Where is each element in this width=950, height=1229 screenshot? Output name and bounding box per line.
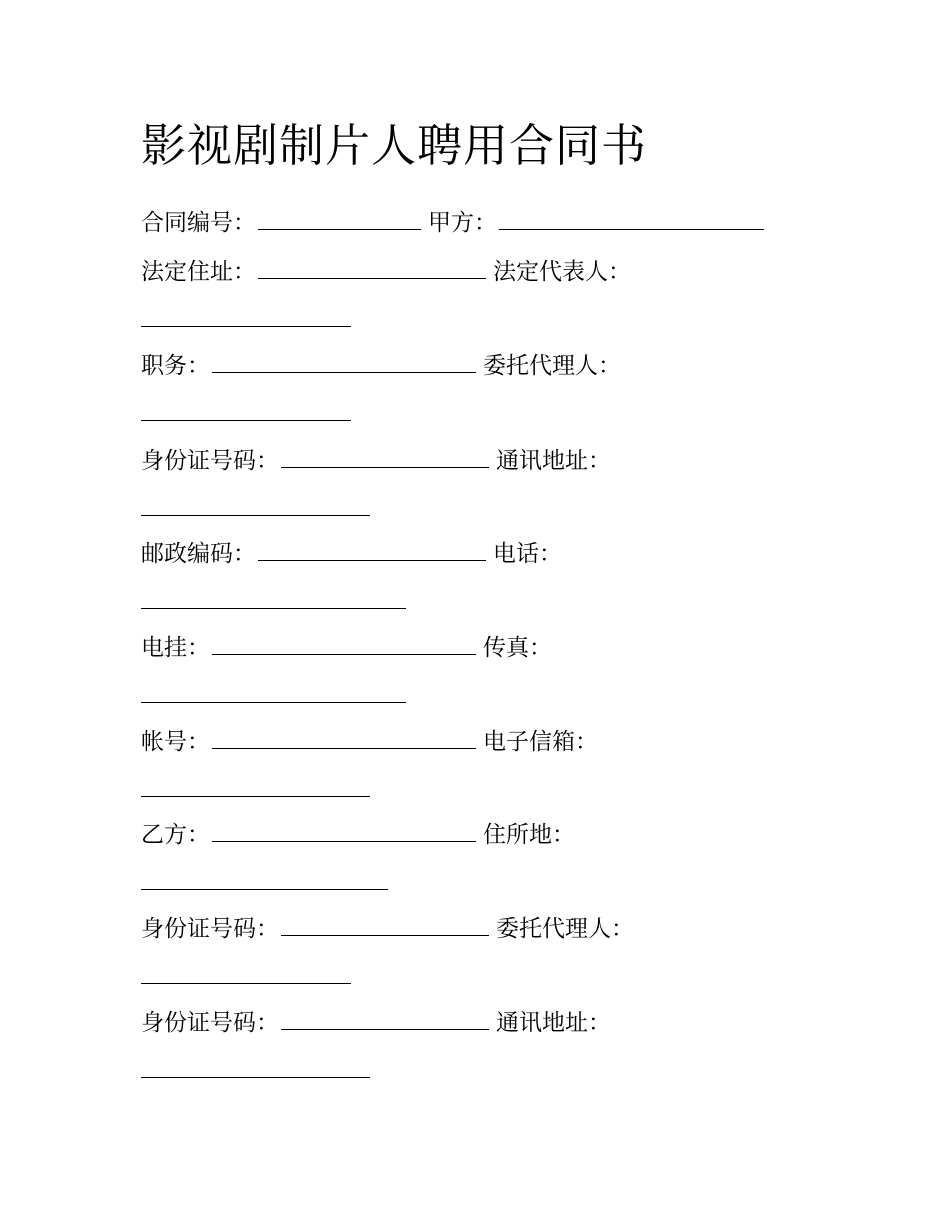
label-agent-b: 委托代理人： xyxy=(496,916,634,942)
label-account: 帐号： xyxy=(141,729,210,755)
contract-no-blank[interactable] xyxy=(258,209,421,230)
row-contract-no xyxy=(141,203,771,243)
row-legal-address xyxy=(141,252,631,292)
phone-blank[interactable] xyxy=(141,588,406,609)
label-contract-no: 合同编号： xyxy=(141,210,256,236)
label-id-no-c: 身份证号码： xyxy=(141,1010,279,1036)
label-legal-address: 法定住址： xyxy=(141,259,256,285)
row-residence-continued xyxy=(141,863,395,903)
row-mail-address-a-continued xyxy=(141,489,377,529)
account-blank[interactable] xyxy=(212,728,476,749)
label-id-no-a: 身份证号码： xyxy=(141,448,279,474)
legal-address-blank[interactable] xyxy=(258,258,486,279)
label-party-a: 甲方： xyxy=(428,210,497,236)
row-position xyxy=(141,346,621,386)
id-no-a-blank[interactable] xyxy=(281,447,489,468)
row-tel-line xyxy=(141,628,552,668)
label-postal-code: 邮政编码： xyxy=(141,541,256,567)
fax-blank[interactable] xyxy=(141,682,406,703)
agent-a-blank[interactable] xyxy=(141,400,351,421)
row-mail-address-c-continued xyxy=(141,1051,377,1091)
label-mail-address-a: 通讯地址： xyxy=(496,448,611,474)
row-id-no-a xyxy=(141,441,611,481)
row-postal-code xyxy=(141,534,562,574)
legal-rep-blank[interactable] xyxy=(141,306,351,327)
document-title: 影视剧制片人聘用合同书 xyxy=(141,119,648,172)
label-id-no-b: 身份证号码： xyxy=(141,916,279,942)
row-legal-rep-continued xyxy=(141,300,358,340)
row-account xyxy=(141,722,598,762)
row-id-no-c xyxy=(141,1003,611,1043)
party-a-blank[interactable] xyxy=(499,209,764,230)
label-residence: 住所地： xyxy=(483,822,575,848)
label-legal-rep: 法定代表人： xyxy=(493,259,631,285)
label-fax: 传真： xyxy=(483,635,552,661)
label-email: 电子信箱： xyxy=(483,729,598,755)
label-phone: 电话： xyxy=(493,541,562,567)
row-phone-continued xyxy=(141,582,413,622)
label-position: 职务： xyxy=(141,353,210,379)
id-no-b-blank[interactable] xyxy=(281,915,489,936)
label-party-b: 乙方： xyxy=(141,822,210,848)
postal-code-blank[interactable] xyxy=(258,540,486,561)
label-tel-line: 电挂： xyxy=(141,635,210,661)
row-party-b xyxy=(141,815,575,855)
row-id-no-b xyxy=(141,909,634,949)
residence-blank[interactable] xyxy=(141,869,388,890)
party-b-blank[interactable] xyxy=(212,821,476,842)
mail-address-a-blank[interactable] xyxy=(141,495,370,516)
row-agent-b-continued xyxy=(141,957,358,997)
mail-address-c-blank[interactable] xyxy=(141,1057,370,1078)
row-agent-a-continued xyxy=(141,394,358,434)
email-blank[interactable] xyxy=(141,776,370,797)
tel-line-blank[interactable] xyxy=(212,634,476,655)
agent-b-blank[interactable] xyxy=(141,963,351,984)
label-mail-address-c: 通讯地址： xyxy=(496,1010,611,1036)
row-fax-continued xyxy=(141,676,413,716)
id-no-c-blank[interactable] xyxy=(281,1009,489,1030)
label-agent-a: 委托代理人： xyxy=(483,353,621,379)
row-email-continued xyxy=(141,770,377,810)
position-blank[interactable] xyxy=(212,352,476,373)
